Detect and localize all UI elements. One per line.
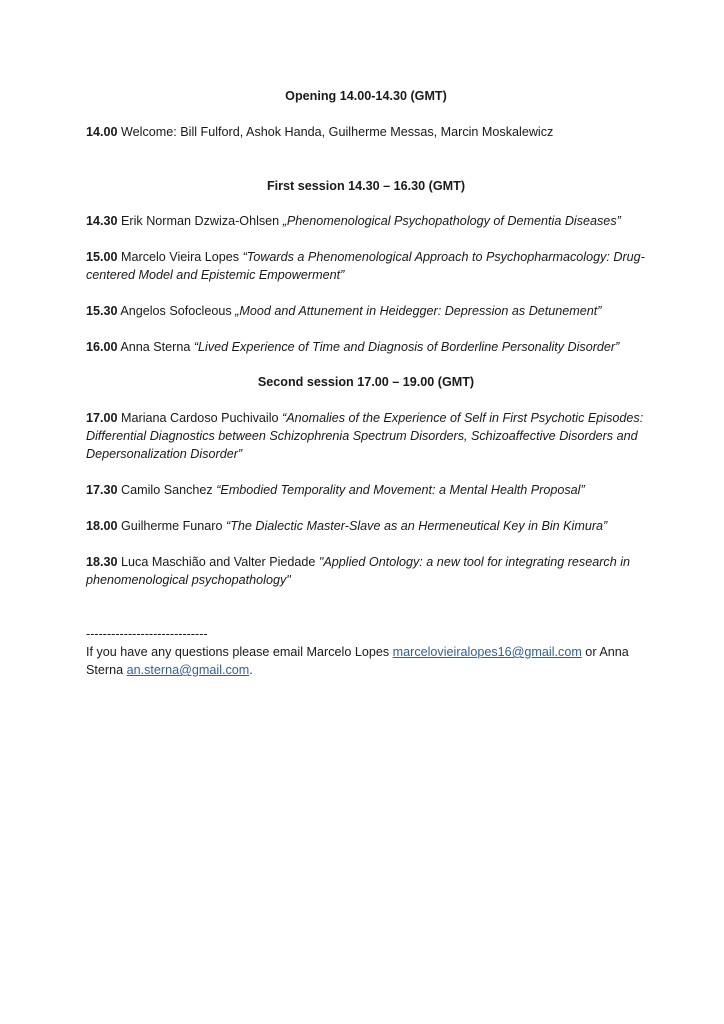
- email-link-anna[interactable]: an.sterna@gmail.com: [126, 663, 250, 677]
- second-session-heading: Second session 17.00 – 19.00 (GMT): [257, 375, 475, 389]
- entry-time: 15.30: [86, 304, 118, 318]
- entry-title: “Embodied Temporality and Movement: a Mental Health Proposal”: [216, 483, 585, 497]
- contact-text: .: [249, 663, 253, 677]
- entry-title: “Towards a Phenomenological Approach to Psychopharmacology: Drug-centered Model and Epistemic Empowerment”: [86, 250, 645, 282]
- entry-time: 17.00: [86, 411, 118, 425]
- first-session-heading: First session 14.30 – 16.30 (GMT): [266, 179, 466, 193]
- email-link-marcelo[interactable]: marcelovieiralopes16@gmail.com: [392, 645, 582, 659]
- entry-time: 18.30: [86, 555, 118, 569]
- entry-speakers: Welcome: Bill Fulford, Ashok Handa, Guilherme Messas, Marcin Moskalewicz: [117, 125, 554, 139]
- entry-title: “Anomalies of the Experience of Self in First Psychotic Episodes: Differential Diagnostics between Schizophrenia Spectrum Disorders, Schizoaffective Disorders and Depersonalization Disorder”: [86, 411, 644, 461]
- agenda-entry: [86, 302, 646, 320]
- entry-title: „Phenomenological Psychopathology of Dementia Diseases”: [282, 214, 621, 228]
- entry-speaker: Camilo Sanchez: [117, 483, 217, 497]
- entry-time: 15.00: [86, 250, 118, 264]
- agenda-entry: [86, 123, 646, 141]
- entry-time: 14.00: [86, 125, 118, 139]
- contact-note: [86, 643, 646, 679]
- contact-text: If you have any questions please email Marcelo Lopes: [86, 645, 393, 659]
- contact-text: or Anna Sterna: [86, 645, 629, 677]
- entry-title: “Lived Experience of Time and Diagnosis of Borderline Personality Disorder”: [193, 340, 620, 354]
- entry-speaker: Luca Maschião and Valter Piedade: [117, 555, 319, 569]
- agenda-entry: [86, 212, 646, 230]
- entry-speaker: Marcelo Vieira Lopes: [117, 250, 243, 264]
- entry-title: "Applied Ontology: a new tool for integrating research in phenomenological psychopathology": [86, 555, 631, 587]
- entry-speaker: Guilherme Funaro: [117, 519, 227, 533]
- entry-title: “The Dialectic Master-Slave as an Hermeneutical Key in Bin Kimura”: [226, 519, 608, 533]
- entry-speaker: Mariana Cardoso Puchivailo: [117, 411, 283, 425]
- entry-speaker: Anna Sterna: [117, 340, 194, 354]
- entry-speaker: Angelos Sofocleous: [117, 304, 236, 318]
- agenda-entry: [86, 481, 646, 499]
- entry-time: 17.30: [86, 483, 118, 497]
- agenda-entry: [86, 248, 646, 284]
- entry-time: 14.30: [86, 214, 118, 228]
- document-page: [86, 87, 646, 679]
- agenda-entry: [86, 409, 646, 463]
- entry-speaker: Erik Norman Dzwiza-Ohlsen: [117, 214, 283, 228]
- entry-time: 18.00: [86, 519, 118, 533]
- entry-title: „Mood and Attunement in Heidegger: Depression as Detunement”: [235, 304, 602, 318]
- entry-time: 16.00: [86, 340, 118, 354]
- agenda-entry: [86, 553, 646, 589]
- agenda-entry: [86, 517, 646, 535]
- separator-line: -----------------------------: [86, 627, 208, 641]
- agenda-entry: [86, 338, 646, 356]
- opening-heading: Opening 14.00-14.30 (GMT): [285, 89, 447, 103]
